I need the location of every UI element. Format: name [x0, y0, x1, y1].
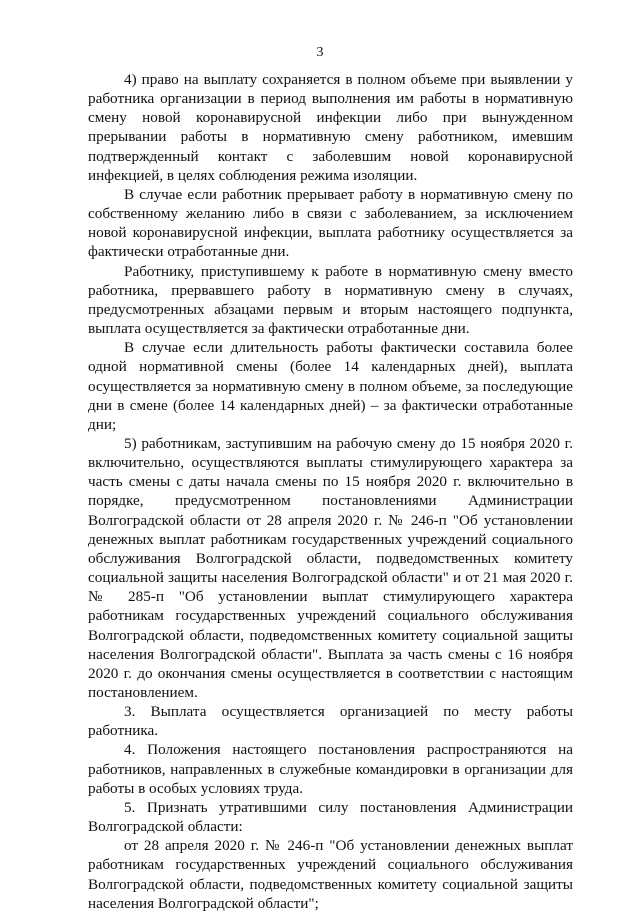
paragraph-right-retained: 4) право на выплату сохраняется в полном объеме при выявлении у работника организации в период выполнения им работы в нормативную смену новой коронавирусной инфекции либо при вынужденном прерывании работы в нормативную смену работником, имевшим подтвержденный контакт с заболевшим новой коронавирусной инфекцией, в целях соблюдения режима изоляции. [88, 71, 573, 184]
paragraph-shift-before-nov-15: 5) работникам, заступившим на рабочую смену до 15 ноября 2020 г. включительно, осуществляются выплаты стимулирующего характера за часть смены с даты начала смены по 15 ноября 2020 г. включительно в порядке, предусмотренном постановлениями Администрации Волгоградской области от 28 апреля 2020 г. № 246-п "Об установлении денежных выплат работникам государственных учреждений социального обслуживания Волгоградской области, подведомственных комитету социальной защиты населения Волгоградской области" и от 21 мая 2020 г. № 285-п "Об установлении выплат стимулирующего характера работникам государственных учреждений социального обслуживания Волгоградской области, подведомственных комитету социальной защиты населения Волгоградской области". Выплата за часть смены с 16 ноября 2020 г. до окончания смены осуществляется в соответствии с настоящим постановлением. [88, 434, 573, 701]
paragraph-extended-shift: В случае если длительность работы фактически составила более одной нормативной смены (более 14 календарных дней), выплата осуществляется за нормативную смену в полном объеме, за последующие дни в смене (более 14 календарных дней) – за фактически отработанные дни; [88, 339, 573, 433]
paragraph-business-trips: 4. Положения настоящего постановления распространяются на работников, направленных в служебные командировки в организации для работы в особых условиях труда. [88, 741, 573, 797]
paragraph-repeal-resolutions: 5. Признать утратившими силу постановления Администрации Волгоградской области: [88, 798, 573, 836]
paragraph-interruption-case: В случае если работник прерывает работу в нормативную смену по собственному желанию либо в связи с заболеванием, за исключением новой коронавирусной инфекции, выплата работнику осуществляется за фактически отработанные дни. [88, 185, 573, 261]
document-body [88, 70, 573, 913]
paragraph-replacement-worker: Работнику, приступившему к работе в нормативную смену вместо работника, прервавшего работу в нормативную смену в случаях, предусмотренных абзацами первым и вторым настоящего подпункта, выплата осуществляется за фактически отработанные дни. [88, 262, 573, 338]
page-number: 3 [316, 45, 324, 60]
paragraph-resolution-246p: от 28 апреля 2020 г. № 246-п "Об установлении денежных выплат работникам государственных учреждений социального обслуживания Волгоградской области, подведомственных комитету социальной защиты населения Волгоградской области"; [88, 837, 573, 912]
paragraph-payment-by-organization: 3. Выплата осуществляется организацией по месту работы работника. [88, 703, 573, 740]
